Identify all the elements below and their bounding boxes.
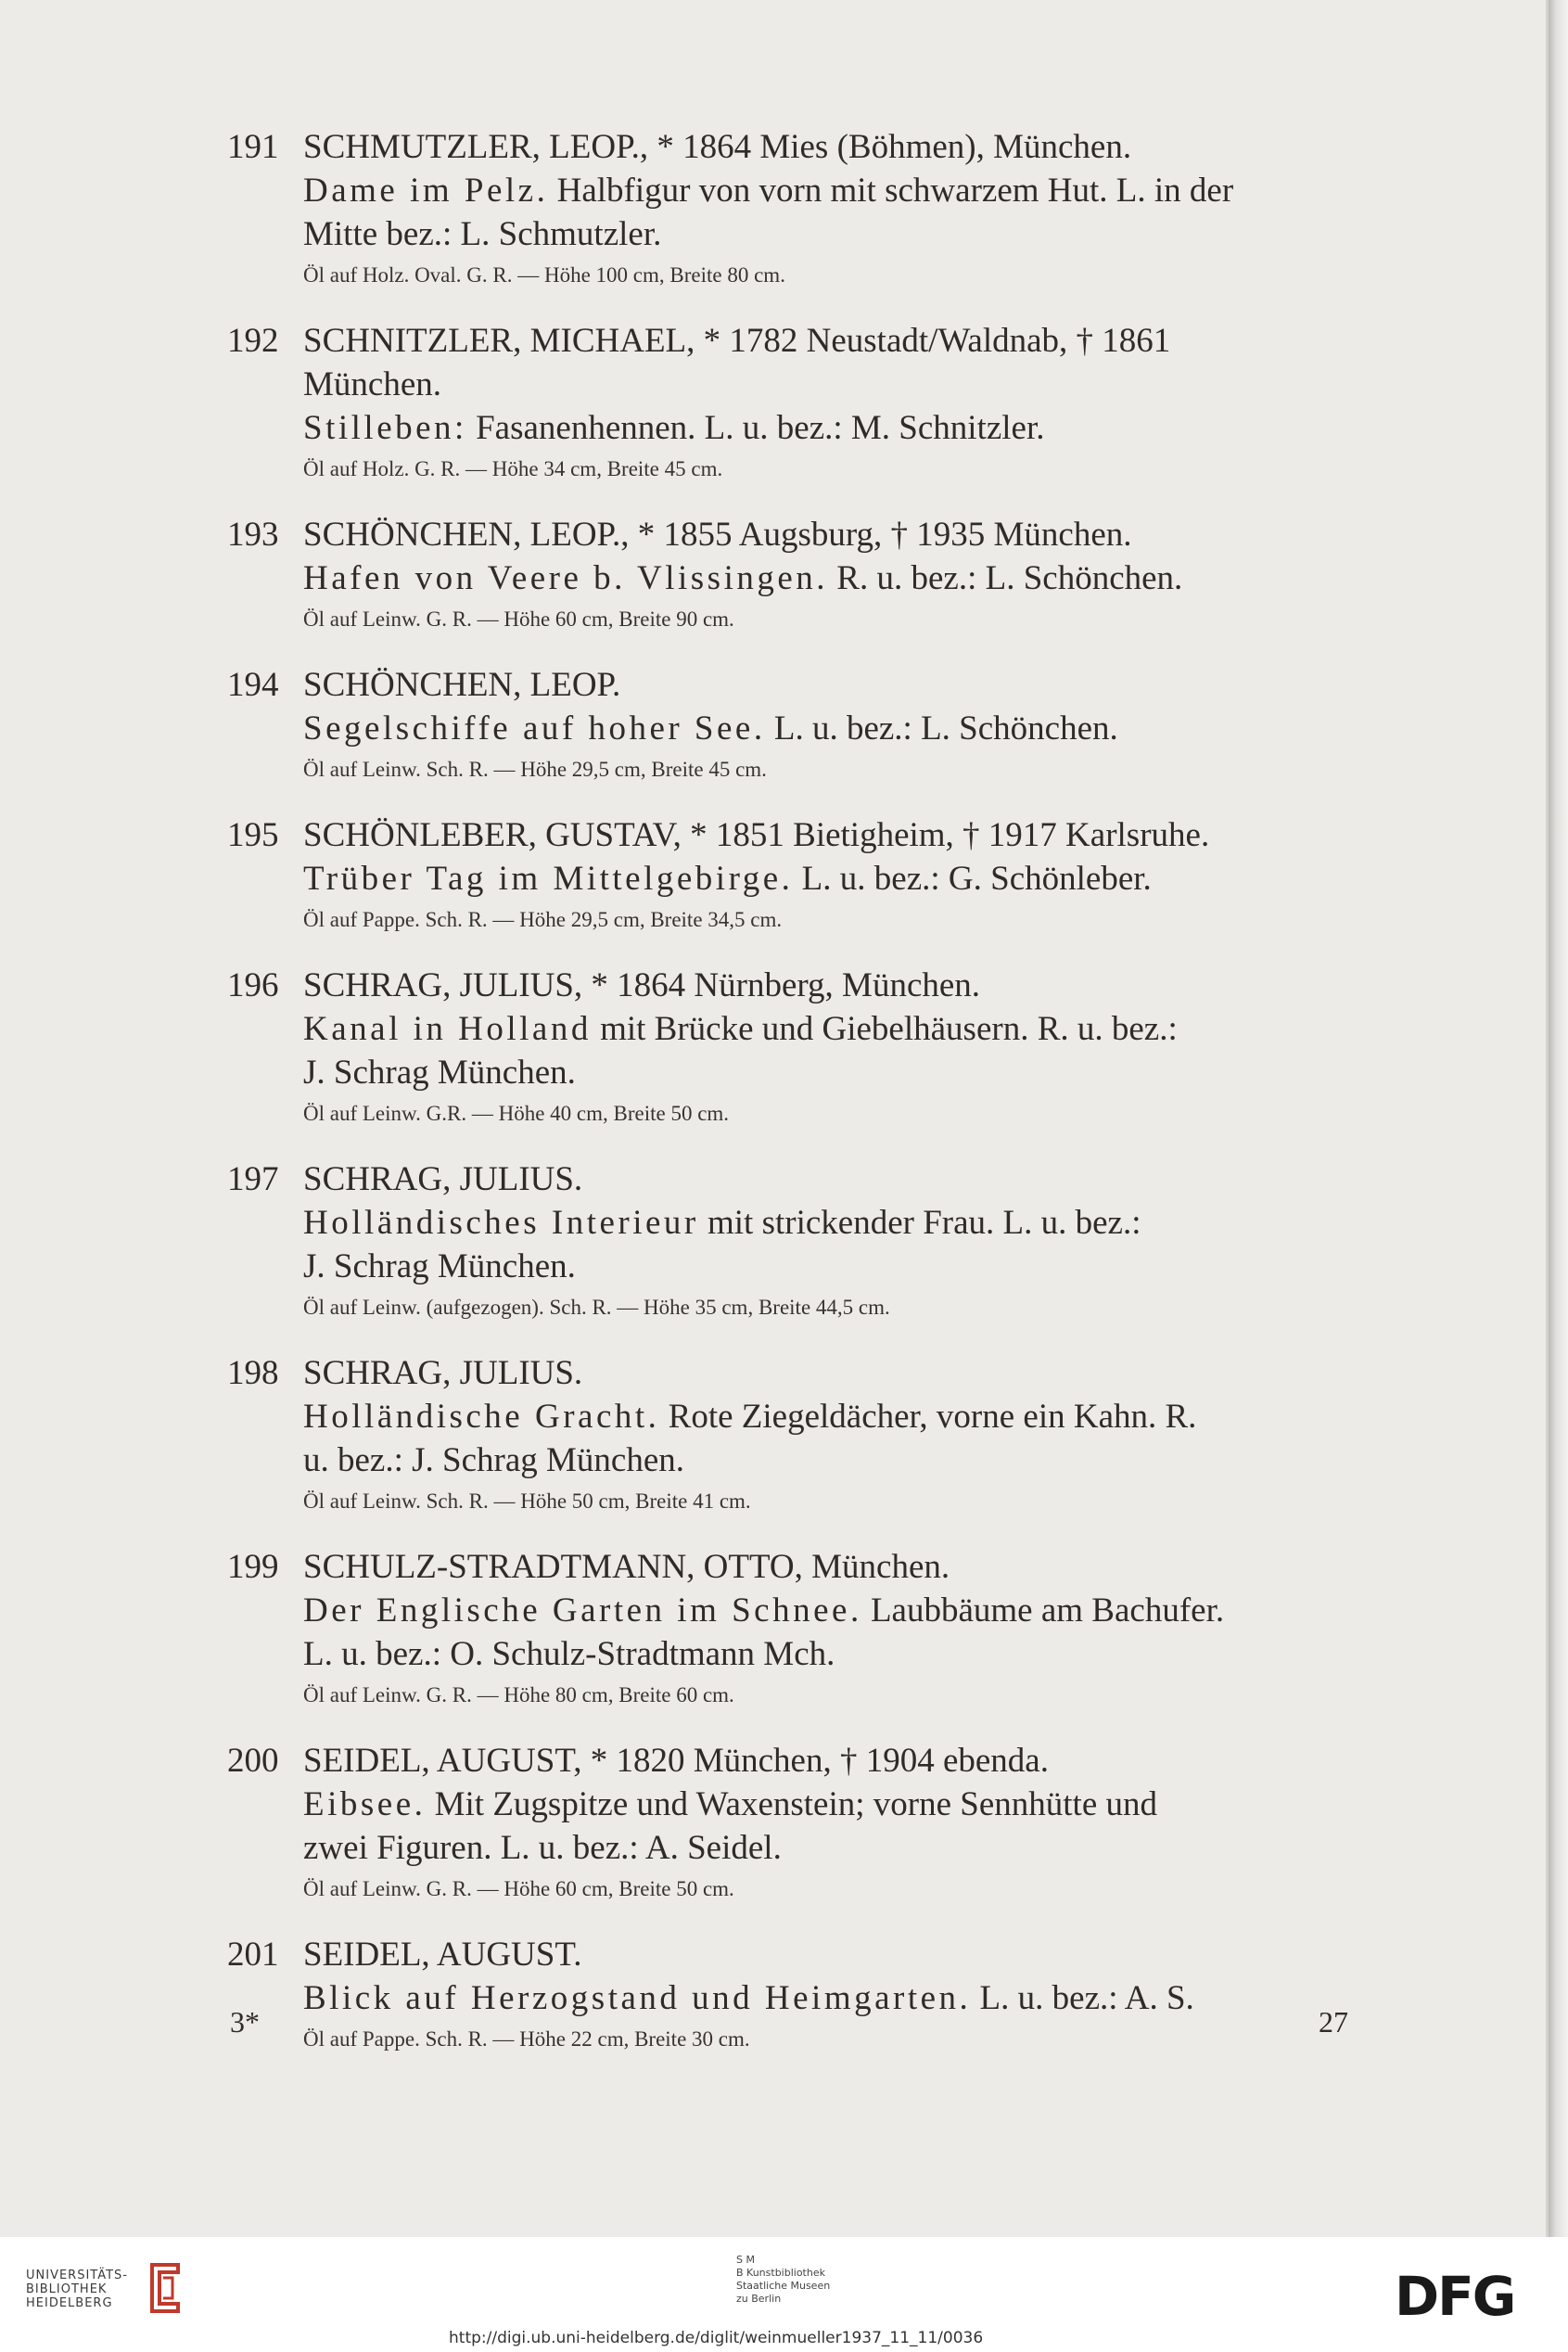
catalog-entry: [0, 513, 1549, 635]
entry-body: [303, 1933, 1356, 2055]
entry-number: 191: [227, 128, 279, 166]
artist-line: SCHMUTZLER, LEOP., * 1864 Mies (Böhmen), München.: [303, 128, 1132, 166]
artwork-title-line: [303, 1976, 1356, 2020]
artist-line: SCHRAG, JULIUS.: [303, 1354, 583, 1392]
artwork-title-line: [303, 1007, 1356, 1051]
artwork-description: Laubbäume am Bachufer.: [861, 1591, 1225, 1630]
artwork-details: Öl auf Leinw. G. R. — Höhe 60 cm, Breite 90 cm.: [303, 607, 734, 631]
artwork-description: L. u. bez.: L. Schönchen.: [765, 709, 1118, 748]
artwork-title: Holländisches Interieur: [303, 1204, 699, 1242]
artwork-description: Rote Ziegeldächer, vorne ein Kahn. R.: [659, 1398, 1197, 1436]
artwork-details: Öl auf Leinw. G. R. — Höhe 80 cm, Breite 60 cm.: [303, 1683, 734, 1706]
artwork-description: zwei Figuren. L. u. bez.: A. Seidel.: [303, 1829, 782, 1867]
artist-line: SEIDEL, AUGUST.: [303, 1936, 582, 1974]
entry-body: [303, 1157, 1356, 1323]
artwork-title-line: [303, 1201, 1356, 1245]
entry-number: 200: [227, 1742, 279, 1780]
signature-mark: 3*: [230, 2005, 260, 2039]
artwork-description: Mitte bez.: L. Schmutzler.: [303, 215, 662, 253]
artwork-description: Halbfigur von vorn mit schwarzem Hut. L. in der: [548, 172, 1234, 210]
artwork-description: L. u. bez.: A. S.: [971, 1979, 1194, 2017]
artwork-details: Öl auf Leinw. (aufgezogen). Sch. R. — Höhe 35 cm, Breite 44,5 cm.: [303, 1296, 890, 1319]
entry-number: 193: [227, 516, 279, 554]
artwork-details: Öl auf Holz. Oval. G. R. — Höhe 100 cm, Breite 80 cm.: [303, 263, 785, 287]
artwork-title: Dame im Pelz.: [303, 172, 549, 210]
ub-line: BIBLIOTHEK: [26, 2282, 108, 2296]
entry-number: 198: [227, 1354, 279, 1392]
entry-body: [303, 319, 1356, 485]
entry-body: [303, 125, 1356, 291]
artist-line-continued: München.: [303, 365, 441, 403]
artwork-title-line: [303, 1051, 1356, 1094]
artwork-title: Kanal in Holland: [303, 1010, 592, 1048]
artwork-description: J. Schrag München.: [303, 1054, 576, 1092]
entry-body: [303, 1739, 1356, 1905]
entry-number: 201: [227, 1936, 279, 1974]
artist-line: SCHRAG, JULIUS, * 1864 Nürnberg, München.: [303, 966, 981, 1004]
artwork-description: R. u. bez.: L. Schönchen.: [828, 559, 1183, 597]
artwork-details: Öl auf Pappe. Sch. R. — Höhe 29,5 cm, Breite 34,5 cm.: [303, 908, 783, 931]
catalog-entry: [0, 663, 1549, 786]
artist-line: SCHÖNLEBER, GUSTAV, * 1851 Bietigheim, † 1917 Karlsruhe.: [303, 816, 1210, 854]
catalog-entry: [0, 1739, 1549, 1905]
catalog-entry: [0, 1157, 1549, 1323]
artwork-description: L. u. bez.: O. Schulz-Stradtmann Mch.: [303, 1635, 835, 1673]
artwork-title-line: [303, 1826, 1356, 1870]
dfg-logo-text: DFG: [1395, 2269, 1515, 2320]
artwork-description: L. u. bez.: G. Schönleber.: [793, 860, 1152, 898]
artwork-title-line: [303, 1632, 1356, 1676]
entry-number: 197: [227, 1160, 279, 1198]
artwork-title: Stilleben:: [303, 409, 467, 447]
artwork-title-line: [303, 1589, 1356, 1632]
sm-line: S M: [736, 2254, 755, 2266]
artwork-details: Öl auf Leinw. Sch. R. — Höhe 29,5 cm, Breite 45 cm.: [303, 758, 767, 781]
artwork-details: Öl auf Leinw. G.R. — Höhe 40 cm, Breite 50 cm.: [303, 1102, 730, 1125]
artist-line: SEIDEL, AUGUST, * 1820 München, † 1904 ebenda.: [303, 1742, 1049, 1780]
entry-number: 196: [227, 966, 279, 1004]
page-edge: [1549, 0, 1568, 2237]
sm-line: zu Berlin: [736, 2293, 782, 2305]
artwork-details: Öl auf Holz. G. R. — Höhe 34 cm, Breite 45 cm.: [303, 457, 723, 480]
entry-body: [303, 964, 1356, 1130]
artwork-title-line: [303, 556, 1356, 600]
ub-line: HEIDELBERG: [26, 2296, 113, 2310]
artwork-title-line: [303, 1395, 1356, 1438]
artwork-title: Holländische Gracht.: [303, 1398, 660, 1436]
entry-number: 199: [227, 1548, 279, 1586]
smb-kunstbibliothek-logo[interactable]: [736, 2254, 830, 2306]
artwork-title-line: [303, 212, 1356, 256]
page-number: 27: [1319, 2005, 1348, 2039]
entry-number: 192: [227, 322, 279, 360]
artwork-title-line: [303, 406, 1356, 450]
artwork-title: Eibsee.: [303, 1785, 427, 1823]
artwork-title: Blick auf Herzogstand und Heimgarten.: [303, 1979, 972, 2017]
sm-line: B Kunstbibliothek: [736, 2267, 825, 2279]
artwork-description: mit strickender Frau. L. u. bez.:: [698, 1204, 1141, 1242]
permalink-url[interactable]: http://digi.ub.uni-heidelberg.de/diglit/weinmueller1937_11_11/0036: [449, 2329, 984, 2347]
artist-line: SCHRAG, JULIUS.: [303, 1160, 583, 1198]
artwork-description: u. bez.: J. Schrag München.: [303, 1441, 685, 1479]
artwork-description: mit Brücke und Giebelhäusern. R. u. bez.:: [591, 1010, 1178, 1048]
artwork-title-line: [303, 857, 1356, 901]
artist-line: SCHNITZLER, MICHAEL, * 1782 Neustadt/Waldnab, † 1861: [303, 322, 1171, 360]
artwork-details: Öl auf Pappe. Sch. R. — Höhe 22 cm, Breite 30 cm.: [303, 2027, 750, 2051]
catalog-entries: [0, 125, 1549, 2083]
artist-line: SCHÖNCHEN, LEOP., * 1855 Augsburg, † 1935 München.: [303, 516, 1132, 554]
artwork-title: Der Englische Garten im Schnee.: [303, 1591, 862, 1630]
catalog-entry: [0, 964, 1549, 1130]
entry-body: [303, 513, 1356, 635]
sm-line: Staatliche Museen: [736, 2280, 831, 2292]
artist-line: SCHÖNCHEN, LEOP.: [303, 666, 621, 704]
artwork-title: Segelschiffe auf hoher See.: [303, 709, 766, 748]
artwork-description: J. Schrag München.: [303, 1247, 576, 1285]
catalog-entry: [0, 319, 1549, 485]
artwork-title: Hafen von Veere b. Vlissingen.: [303, 559, 829, 597]
ub-heidelberg-logo-icon: [141, 2259, 189, 2317]
catalog-entry: [0, 1351, 1549, 1517]
artwork-title-line: [303, 1783, 1356, 1826]
ub-heidelberg-logo-text[interactable]: [26, 2269, 128, 2310]
entry-body: [303, 663, 1356, 786]
artwork-title: Trüber Tag im Mittelgebirge.: [303, 860, 794, 898]
catalog-entry: [0, 125, 1549, 291]
entry-body: [303, 813, 1356, 936]
artwork-details: Öl auf Leinw. Sch. R. — Höhe 50 cm, Breite 41 cm.: [303, 1489, 751, 1513]
entry-body: [303, 1545, 1356, 1711]
artwork-description: Fasanenhennen. L. u. bez.: M. Schnitzler.: [466, 409, 1045, 447]
artist-line: SCHULZ-STRADTMANN, OTTO, München.: [303, 1548, 950, 1586]
artwork-title-line: [303, 169, 1356, 212]
artwork-title-line: [303, 707, 1356, 750]
artwork-title-line: [303, 1245, 1356, 1288]
entry-number: 194: [227, 666, 279, 704]
entry-body: [303, 1351, 1356, 1517]
catalog-entry: [0, 813, 1549, 936]
ub-line: UNIVERSITÄTS-: [26, 2269, 128, 2282]
catalog-entry: [0, 1545, 1549, 1711]
entry-number: 195: [227, 816, 279, 854]
artwork-title-line: [303, 1438, 1356, 1482]
dfg-logo[interactable]: [1395, 2269, 1543, 2320]
artwork-description: Mit Zugspitze und Waxenstein; vorne Sennhütte und: [426, 1785, 1158, 1823]
artwork-details: Öl auf Leinw. G. R. — Höhe 60 cm, Breite 50 cm.: [303, 1877, 734, 1900]
